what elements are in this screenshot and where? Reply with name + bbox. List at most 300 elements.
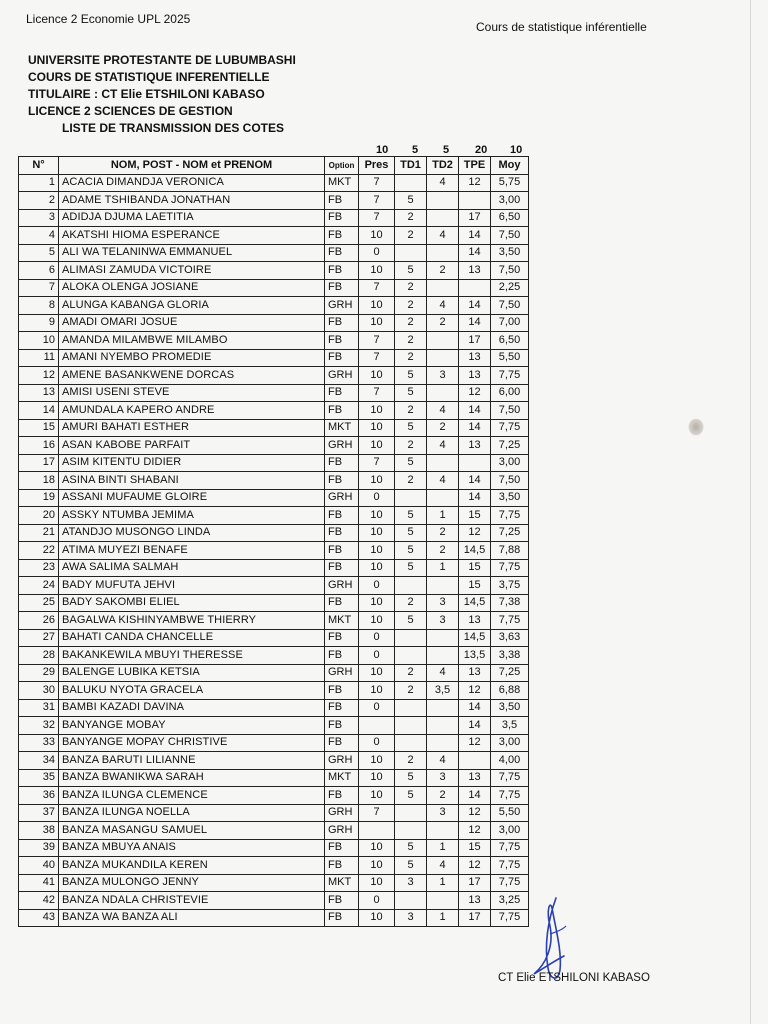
- score-moy: 3,75: [491, 577, 529, 595]
- score-moy: 5,50: [491, 349, 529, 367]
- scan-smudge: [688, 418, 704, 436]
- score-moy: 7,25: [491, 664, 529, 682]
- score-moy: 6,50: [491, 332, 529, 350]
- score-tpe: 14: [459, 314, 491, 332]
- table-row: [19, 279, 529, 297]
- student-name: ADAME TSHIBANDA JONATHAN: [59, 192, 325, 210]
- weight-td2: 5: [443, 144, 450, 156]
- table-row: [19, 717, 529, 735]
- row-number: 11: [19, 349, 59, 367]
- score-pres: 10: [359, 594, 395, 612]
- score-td1: 2: [395, 594, 427, 612]
- student-option: FB: [325, 262, 359, 280]
- student-option: MKT: [325, 419, 359, 437]
- student-name: BADY SAKOMBI ELIEL: [59, 594, 325, 612]
- student-name: BANZA BARUTI LILIANNE: [59, 752, 325, 770]
- score-tpe: 17: [459, 874, 491, 892]
- score-td2: [427, 892, 459, 910]
- score-td2: [427, 822, 459, 840]
- student-name: ATIMA MUYEZI BENAFE: [59, 542, 325, 560]
- row-number: 25: [19, 594, 59, 612]
- student-option: GRH: [325, 367, 359, 385]
- score-tpe: 14: [459, 489, 491, 507]
- header-left: Licence 2 Economie UPL 2025: [26, 12, 191, 26]
- row-number: 34: [19, 752, 59, 770]
- score-td1: 2: [395, 472, 427, 490]
- score-moy: 3,00: [491, 734, 529, 752]
- score-td1: 2: [395, 227, 427, 245]
- row-number: 24: [19, 577, 59, 595]
- table-row: [19, 734, 529, 752]
- row-number: 4: [19, 227, 59, 245]
- score-tpe: 14,5: [459, 629, 491, 647]
- score-moy: 6,50: [491, 209, 529, 227]
- score-td2: 3: [427, 769, 459, 787]
- score-td2: 4: [427, 752, 459, 770]
- row-number: 22: [19, 542, 59, 560]
- table-row: [19, 454, 529, 472]
- score-pres: 10: [359, 419, 395, 437]
- score-moy: 7,75: [491, 612, 529, 630]
- student-option: GRH: [325, 752, 359, 770]
- score-td2: [427, 577, 459, 595]
- score-tpe: 14: [459, 472, 491, 490]
- student-option: FB: [325, 559, 359, 577]
- student-option: FB: [325, 629, 359, 647]
- student-option: GRH: [325, 437, 359, 455]
- score-td2: 2: [427, 787, 459, 805]
- score-moy: 7,75: [491, 769, 529, 787]
- table-row: [19, 192, 529, 210]
- score-tpe: 13: [459, 349, 491, 367]
- row-number: 41: [19, 874, 59, 892]
- score-moy: 7,75: [491, 787, 529, 805]
- row-number: 13: [19, 384, 59, 402]
- score-pres: 0: [359, 489, 395, 507]
- col-tpe-header: TPE: [459, 157, 491, 175]
- score-tpe: 17: [459, 332, 491, 350]
- student-option: MKT: [325, 874, 359, 892]
- table-row: [19, 629, 529, 647]
- table-row: [19, 892, 529, 910]
- score-td2: 2: [427, 542, 459, 560]
- score-td1: 2: [395, 437, 427, 455]
- score-td1: 5: [395, 507, 427, 525]
- score-td2: [427, 629, 459, 647]
- score-pres: 10: [359, 297, 395, 315]
- score-td1: 5: [395, 769, 427, 787]
- score-pres: 10: [359, 314, 395, 332]
- score-td2: [427, 647, 459, 665]
- score-td2: 4: [427, 402, 459, 420]
- program-name: LICENCE 2 SCIENCES DE GESTION: [28, 104, 233, 118]
- student-name: AMENE BASANKWENE DORCAS: [59, 367, 325, 385]
- row-number: 3: [19, 209, 59, 227]
- score-td2: [427, 454, 459, 472]
- score-moy: 7,50: [491, 402, 529, 420]
- row-number: 28: [19, 647, 59, 665]
- table-row: [19, 839, 529, 857]
- score-pres: 7: [359, 454, 395, 472]
- score-tpe: [459, 752, 491, 770]
- score-pres: 10: [359, 367, 395, 385]
- score-tpe: 13: [459, 892, 491, 910]
- score-td1: 5: [395, 612, 427, 630]
- course-name: COURS DE STATISTIQUE INFERENTIELLE: [28, 70, 270, 84]
- student-name: ASSANI MUFAUME GLOIRE: [59, 489, 325, 507]
- score-pres: 0: [359, 244, 395, 262]
- score-tpe: 14: [459, 717, 491, 735]
- score-td1: 5: [395, 419, 427, 437]
- score-tpe: 12: [459, 804, 491, 822]
- score-td1: 5: [395, 384, 427, 402]
- table-row: [19, 822, 529, 840]
- score-pres: 7: [359, 384, 395, 402]
- table-row: [19, 612, 529, 630]
- score-td2: [427, 244, 459, 262]
- score-moy: 3,25: [491, 892, 529, 910]
- row-number: 9: [19, 314, 59, 332]
- score-pres: 10: [359, 909, 395, 927]
- table-row: [19, 419, 529, 437]
- score-pres: 7: [359, 192, 395, 210]
- score-pres: 10: [359, 262, 395, 280]
- score-td1: [395, 489, 427, 507]
- score-moy: 5,75: [491, 174, 529, 192]
- score-tpe: 15: [459, 577, 491, 595]
- score-moy: 3,50: [491, 244, 529, 262]
- student-name: BADY MUFUTA JEHVI: [59, 577, 325, 595]
- student-name: BAMBI KAZADI DAVINA: [59, 699, 325, 717]
- student-option: FB: [325, 349, 359, 367]
- score-moy: 6,88: [491, 682, 529, 700]
- row-number: 1: [19, 174, 59, 192]
- score-tpe: 15: [459, 559, 491, 577]
- score-td1: [395, 244, 427, 262]
- student-name: BANZA MUKANDILA KEREN: [59, 857, 325, 875]
- score-moy: 7,50: [491, 227, 529, 245]
- table-row: [19, 577, 529, 595]
- score-pres: 10: [359, 664, 395, 682]
- table-row: [19, 332, 529, 350]
- student-name: BAHATI CANDA CHANCELLE: [59, 629, 325, 647]
- student-option: FB: [325, 209, 359, 227]
- score-moy: 2,25: [491, 279, 529, 297]
- student-name: AWA SALIMA SALMAH: [59, 559, 325, 577]
- score-moy: 3,50: [491, 489, 529, 507]
- score-td2: [427, 209, 459, 227]
- score-pres: 10: [359, 682, 395, 700]
- student-option: GRH: [325, 489, 359, 507]
- score-tpe: 17: [459, 209, 491, 227]
- row-number: 23: [19, 559, 59, 577]
- score-td1: 2: [395, 682, 427, 700]
- table-row: [19, 787, 529, 805]
- row-number: 6: [19, 262, 59, 280]
- row-number: 35: [19, 769, 59, 787]
- table-header-row: [19, 157, 529, 175]
- score-moy: 7,75: [491, 507, 529, 525]
- student-name: BANYANGE MOPAY CHRISTIVE: [59, 734, 325, 752]
- score-td1: [395, 699, 427, 717]
- score-td1: 2: [395, 209, 427, 227]
- table-row: [19, 542, 529, 560]
- student-option: GRH: [325, 664, 359, 682]
- score-td1: 5: [395, 367, 427, 385]
- weight-td1: 5: [412, 144, 419, 156]
- student-name: BAKANKEWILA MBUYI THERESSE: [59, 647, 325, 665]
- student-option: GRH: [325, 804, 359, 822]
- row-number: 12: [19, 367, 59, 385]
- score-td2: 1: [427, 507, 459, 525]
- score-tpe: 13: [459, 367, 491, 385]
- score-tpe: 15: [459, 507, 491, 525]
- score-td1: 5: [395, 192, 427, 210]
- student-name: BANZA WA BANZA ALI: [59, 909, 325, 927]
- score-td1: [395, 629, 427, 647]
- score-pres: 7: [359, 174, 395, 192]
- score-moy: 6,00: [491, 384, 529, 402]
- table-body: [19, 174, 529, 927]
- score-td1: [395, 822, 427, 840]
- score-moy: 7,75: [491, 874, 529, 892]
- score-td1: 5: [395, 524, 427, 542]
- score-td2: [427, 279, 459, 297]
- grades-table: [18, 156, 529, 927]
- table-row: [19, 682, 529, 700]
- table-row: [19, 314, 529, 332]
- student-name: ASINA BINTI SHABANI: [59, 472, 325, 490]
- row-number: 15: [19, 419, 59, 437]
- score-td1: [395, 734, 427, 752]
- student-option: FB: [325, 909, 359, 927]
- student-option: FB: [325, 384, 359, 402]
- row-number: 18: [19, 472, 59, 490]
- student-option: FB: [325, 192, 359, 210]
- score-pres: 7: [359, 209, 395, 227]
- score-tpe: 12: [459, 384, 491, 402]
- score-tpe: 13: [459, 612, 491, 630]
- score-tpe: 14: [459, 699, 491, 717]
- score-tpe: 12: [459, 734, 491, 752]
- score-td1: [395, 174, 427, 192]
- score-moy: 7,25: [491, 437, 529, 455]
- score-tpe: [459, 279, 491, 297]
- table-row: [19, 699, 529, 717]
- row-number: 42: [19, 892, 59, 910]
- score-td2: 2: [427, 524, 459, 542]
- col-moy-header: Moy: [491, 157, 529, 175]
- score-pres: 10: [359, 472, 395, 490]
- student-option: FB: [325, 542, 359, 560]
- col-name-header: NOM, POST - NOM et PRENOM: [59, 157, 325, 175]
- score-moy: 7,25: [491, 524, 529, 542]
- row-number: 32: [19, 717, 59, 735]
- score-tpe: 13,5: [459, 647, 491, 665]
- student-option: FB: [325, 244, 359, 262]
- student-option: MKT: [325, 174, 359, 192]
- score-pres: 0: [359, 734, 395, 752]
- score-td2: 1: [427, 874, 459, 892]
- score-tpe: 12: [459, 682, 491, 700]
- student-option: FB: [325, 454, 359, 472]
- col-td1-header: TD1: [395, 157, 427, 175]
- col-option-header: Option: [325, 157, 359, 175]
- table-row: [19, 524, 529, 542]
- score-tpe: 14: [459, 297, 491, 315]
- score-td2: 1: [427, 839, 459, 857]
- score-td2: 3: [427, 594, 459, 612]
- score-td2: 3: [427, 367, 459, 385]
- student-name: ACACIA DIMANDJA VERONICA: [59, 174, 325, 192]
- table-row: [19, 594, 529, 612]
- title-block: [28, 52, 296, 137]
- student-name: ALI WA TELANINWA EMMANUEL: [59, 244, 325, 262]
- student-name: BANZA MASANGU SAMUEL: [59, 822, 325, 840]
- score-td1: 3: [395, 909, 427, 927]
- score-pres: 7: [359, 349, 395, 367]
- score-tpe: 14: [459, 227, 491, 245]
- table-row: [19, 489, 529, 507]
- student-option: FB: [325, 524, 359, 542]
- student-name: AMURI BAHATI ESTHER: [59, 419, 325, 437]
- score-td1: 2: [395, 279, 427, 297]
- score-td1: 5: [395, 839, 427, 857]
- signatory-name: CT Elie ETSHILONI KABASO: [498, 972, 650, 984]
- weight-moy: 10: [510, 144, 523, 156]
- student-option: FB: [325, 857, 359, 875]
- score-td1: [395, 577, 427, 595]
- score-td2: 1: [427, 559, 459, 577]
- score-moy: 7,00: [491, 314, 529, 332]
- row-number: 36: [19, 787, 59, 805]
- table-row: [19, 437, 529, 455]
- score-td2: [427, 192, 459, 210]
- table-row: [19, 647, 529, 665]
- table-row: [19, 909, 529, 927]
- student-name: ATANDJO MUSONGO LINDA: [59, 524, 325, 542]
- table-row: [19, 559, 529, 577]
- student-option: FB: [325, 314, 359, 332]
- table-row: [19, 349, 529, 367]
- student-name: BALENGE LUBIKA KETSIA: [59, 664, 325, 682]
- score-moy: 7,75: [491, 559, 529, 577]
- student-name: ADIDJA DJUMA LAETITIA: [59, 209, 325, 227]
- score-td1: 2: [395, 402, 427, 420]
- row-number: 40: [19, 857, 59, 875]
- table-row: [19, 769, 529, 787]
- score-tpe: 13: [459, 262, 491, 280]
- row-number: 39: [19, 839, 59, 857]
- student-option: GRH: [325, 822, 359, 840]
- score-moy: 5,50: [491, 804, 529, 822]
- list-title: LISTE DE TRANSMISSION DES COTES: [62, 121, 285, 135]
- row-number: 14: [19, 402, 59, 420]
- score-tpe: 12: [459, 822, 491, 840]
- score-pres: 7: [359, 332, 395, 350]
- score-td2: 4: [427, 664, 459, 682]
- score-pres: 10: [359, 542, 395, 560]
- score-pres: 7: [359, 804, 395, 822]
- student-name: ASIM KITENTU DIDIER: [59, 454, 325, 472]
- row-number: 31: [19, 699, 59, 717]
- score-td1: 5: [395, 787, 427, 805]
- student-name: ASSKY NTUMBA JEMIMA: [59, 507, 325, 525]
- score-tpe: 15: [459, 839, 491, 857]
- weight-pres: 10: [376, 144, 389, 156]
- score-td2: 4: [427, 437, 459, 455]
- student-name: ALOKA OLENGA JOSIANE: [59, 279, 325, 297]
- score-tpe: 17: [459, 909, 491, 927]
- score-tpe: 14,5: [459, 594, 491, 612]
- score-pres: 10: [359, 227, 395, 245]
- score-moy: 3,50: [491, 699, 529, 717]
- score-pres: [359, 822, 395, 840]
- student-option: FB: [325, 507, 359, 525]
- student-name: BANYANGE MOBAY: [59, 717, 325, 735]
- table-row: [19, 174, 529, 192]
- student-option: MKT: [325, 612, 359, 630]
- table-row: [19, 664, 529, 682]
- score-tpe: 12: [459, 174, 491, 192]
- student-option: FB: [325, 839, 359, 857]
- score-moy: 3,5: [491, 717, 529, 735]
- score-td2: [427, 489, 459, 507]
- score-pres: 10: [359, 857, 395, 875]
- student-name: AMISI USENI STEVE: [59, 384, 325, 402]
- student-option: GRH: [325, 297, 359, 315]
- score-tpe: 14: [459, 402, 491, 420]
- score-tpe: [459, 192, 491, 210]
- col-td2-header: TD2: [427, 157, 459, 175]
- score-pres: 10: [359, 752, 395, 770]
- score-td2: 2: [427, 314, 459, 332]
- student-option: FB: [325, 594, 359, 612]
- score-td2: 3,5: [427, 682, 459, 700]
- student-name: BANZA BWANIKWA SARAH: [59, 769, 325, 787]
- table-row: [19, 367, 529, 385]
- student-option: FB: [325, 472, 359, 490]
- score-pres: 0: [359, 577, 395, 595]
- score-tpe: 14,5: [459, 542, 491, 560]
- score-moy: 7,75: [491, 909, 529, 927]
- row-number: 33: [19, 734, 59, 752]
- score-td2: 2: [427, 419, 459, 437]
- score-tpe: 14: [459, 244, 491, 262]
- row-number: 2: [19, 192, 59, 210]
- student-name: BALUKU NYOTA GRACELA: [59, 682, 325, 700]
- score-moy: 7,38: [491, 594, 529, 612]
- score-moy: 7,75: [491, 857, 529, 875]
- score-td1: [395, 892, 427, 910]
- row-number: 43: [19, 909, 59, 927]
- student-option: FB: [325, 682, 359, 700]
- score-moy: 3,00: [491, 192, 529, 210]
- course-holder: TITULAIRE : CT Elie ETSHILONI KABASO: [28, 87, 265, 101]
- student-option: MKT: [325, 769, 359, 787]
- university-name: UNIVERSITE PROTESTANTE DE LUBUMBASHI: [28, 53, 296, 67]
- score-td1: 2: [395, 349, 427, 367]
- score-tpe: 13: [459, 769, 491, 787]
- score-td1: 2: [395, 332, 427, 350]
- score-td2: [427, 717, 459, 735]
- col-num-header: N°: [19, 157, 59, 175]
- score-td1: 3: [395, 874, 427, 892]
- student-option: FB: [325, 717, 359, 735]
- score-td2: [427, 384, 459, 402]
- row-number: 27: [19, 629, 59, 647]
- row-number: 21: [19, 524, 59, 542]
